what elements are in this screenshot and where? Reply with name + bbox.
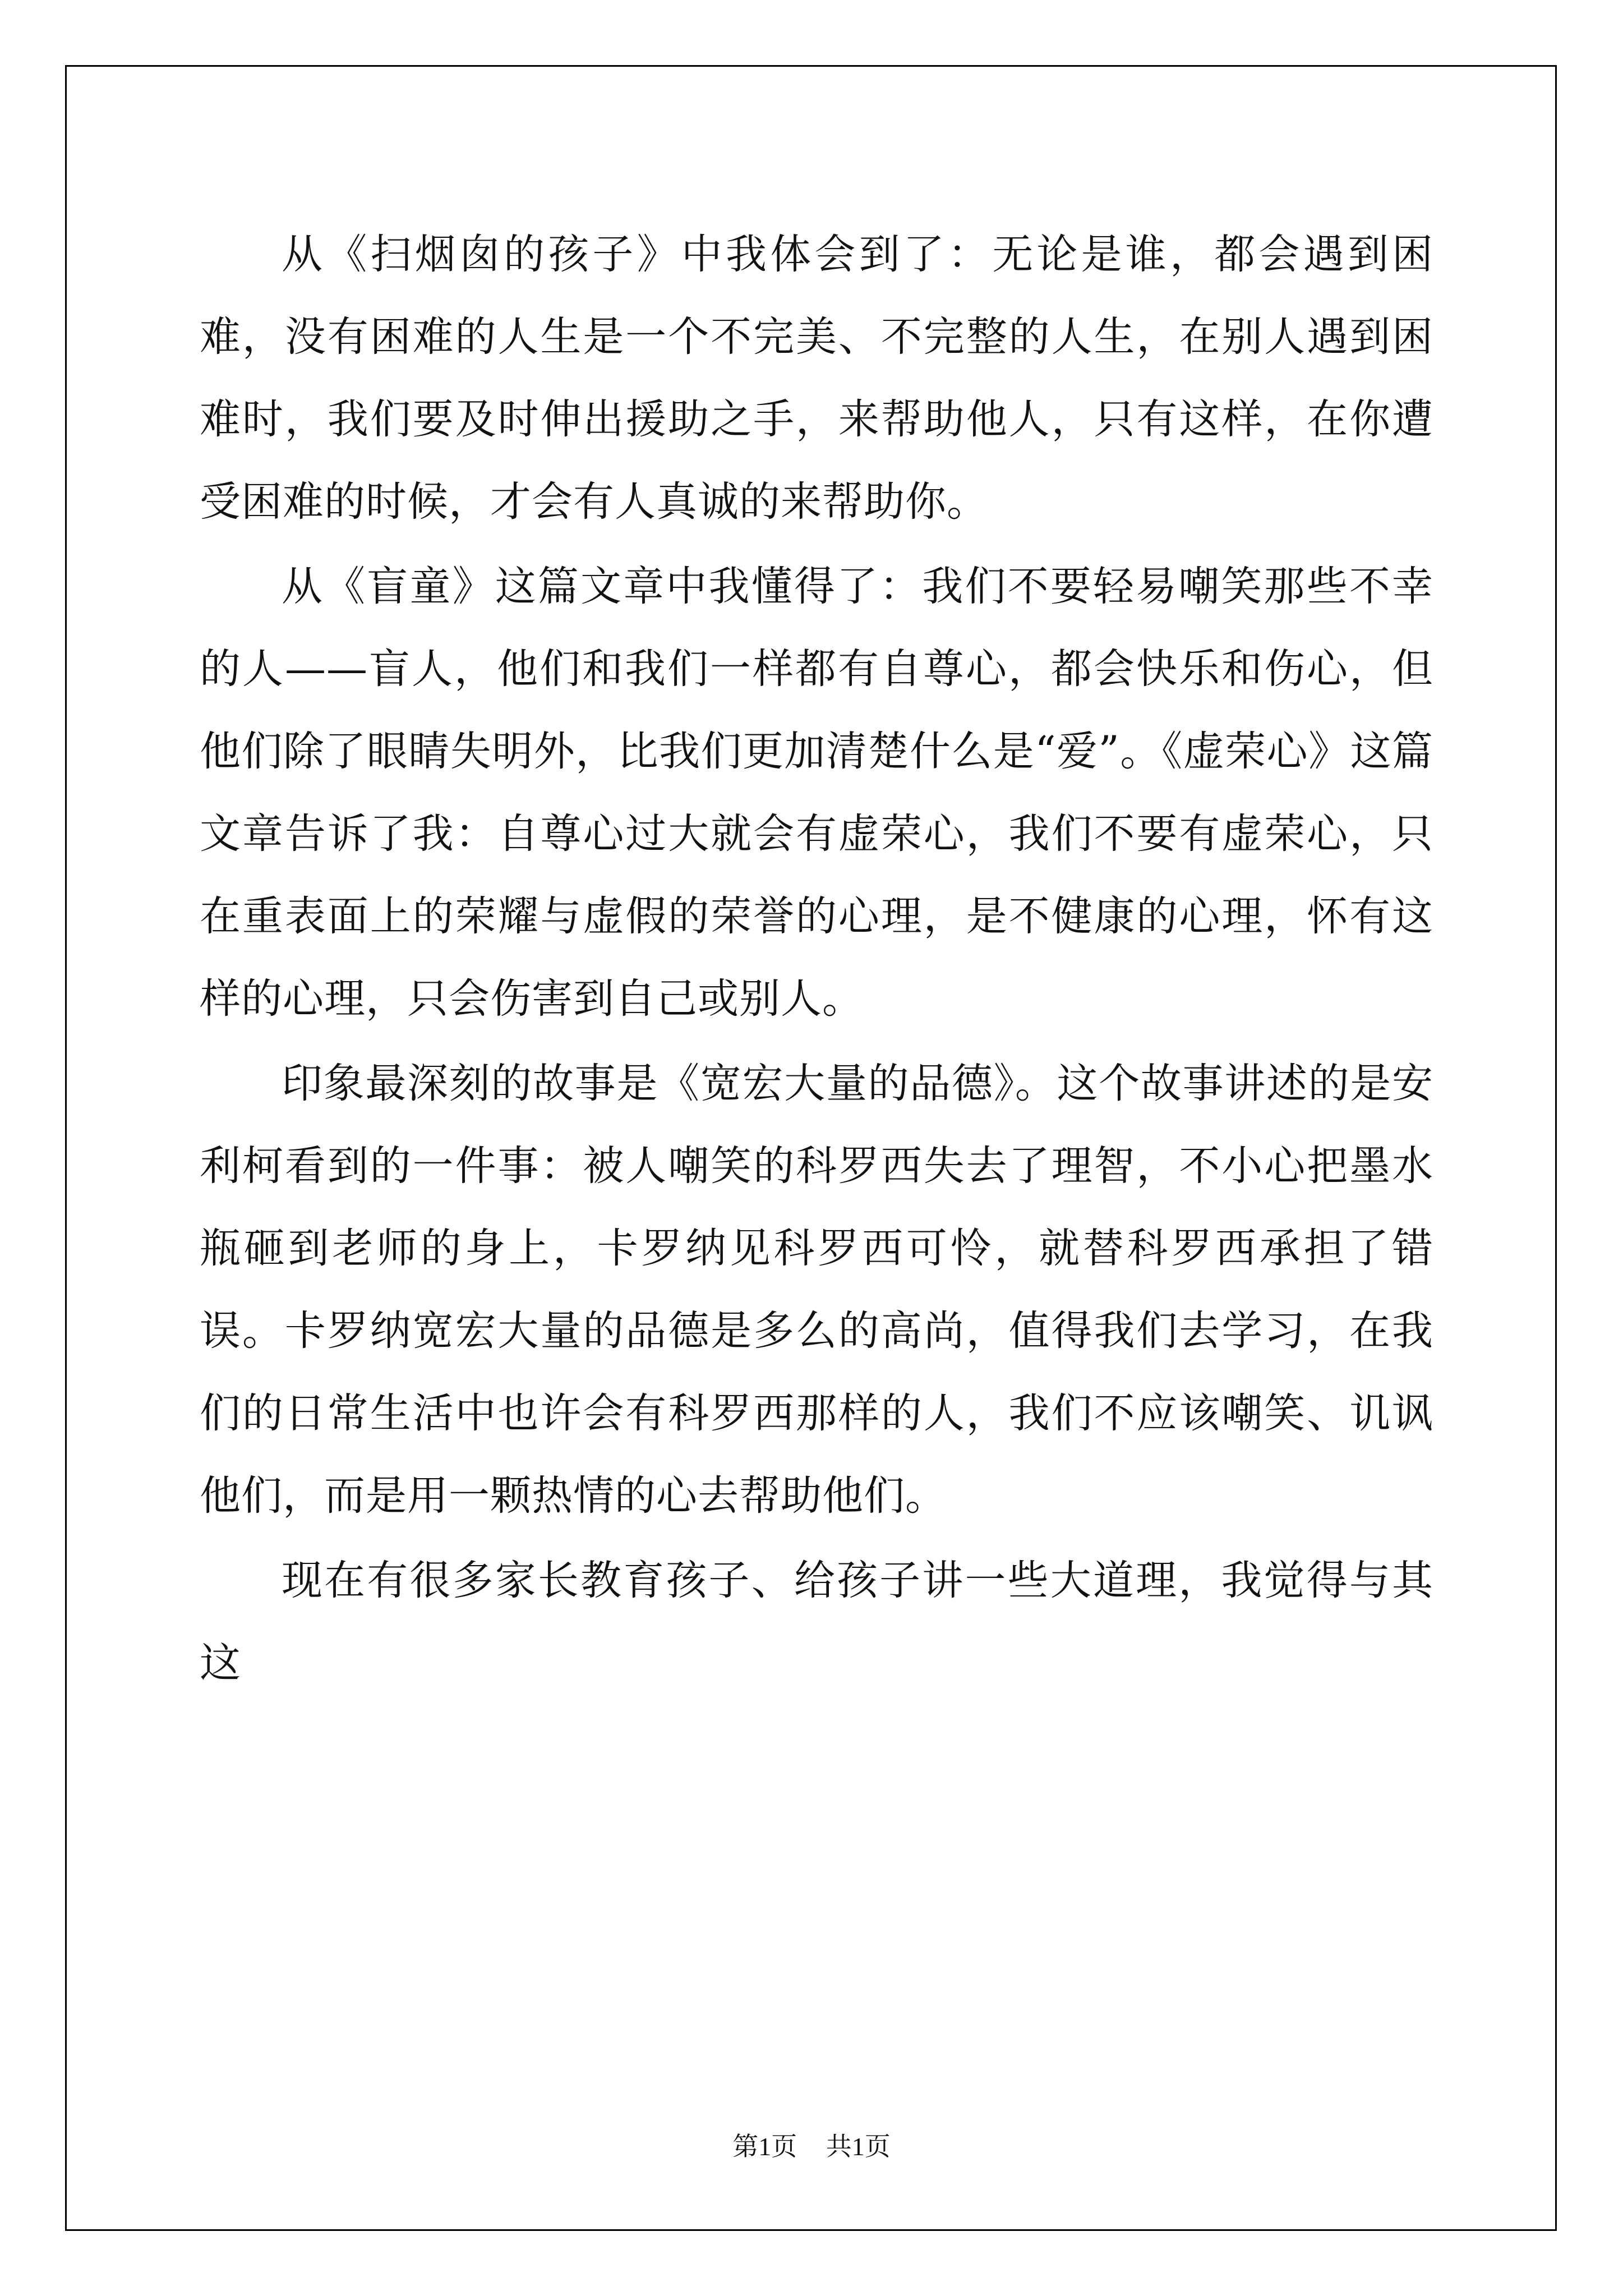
- paragraph: 现在有很多家长教育孩子、给孩子讲一些大道理，我觉得与其这: [200, 1557, 1433, 1687]
- paragraph: 从《扫烟囱的孩子》中我体会到了：无论是谁，都会遇到困难，没有困难的人生是一个不完美、不完整的人生，在别人遇到困难时，我们要及时伸出援助之手，来帮助他人，只有这样，在你遭受困难的时候，才会有人真诚的来帮助你。: [200, 231, 1433, 526]
- page-number: 第1页: [732, 2132, 797, 2161]
- page-footer: [0, 2126, 1623, 2163]
- paragraph: 印象最深刻的故事是《宽宏大量的品德》。这个故事讲述的是安利柯看到的一件事：被人嘲笑的科罗西失去了理智，不小心把墨水瓶砸到老师的身上，卡罗纳见科罗西可怜，就替科罗西承担了错误。卡罗纳宽宏大量的品德是多么的高尚，值得我们去学习，在我们的日常生活中也许会有科罗西那样的人，我们不应该嘲笑、讥讽他们，而是用一颗热情的心去帮助他们。: [200, 1060, 1433, 1520]
- paragraph: 从《盲童》这篇文章中我懂得了：我们不要轻易嘲笑那些不幸的人——盲人，他们和我们一样都有自尊心，都会快乐和伤心，但他们除了眼睛失明外，比我们更加清楚什么是“爱”。《虚荣心》这篇文章告诉了我：自尊心过大就会有虚荣心，我们不要有虚荣心，只在重表面上的荣耀与虚假的荣誉的心理，是不健康的心理，怀有这样的心理，只会伤害到自己或别人。: [200, 563, 1433, 1023]
- document-body: [200, 213, 1433, 1706]
- page-total: 共1页: [826, 2132, 891, 2161]
